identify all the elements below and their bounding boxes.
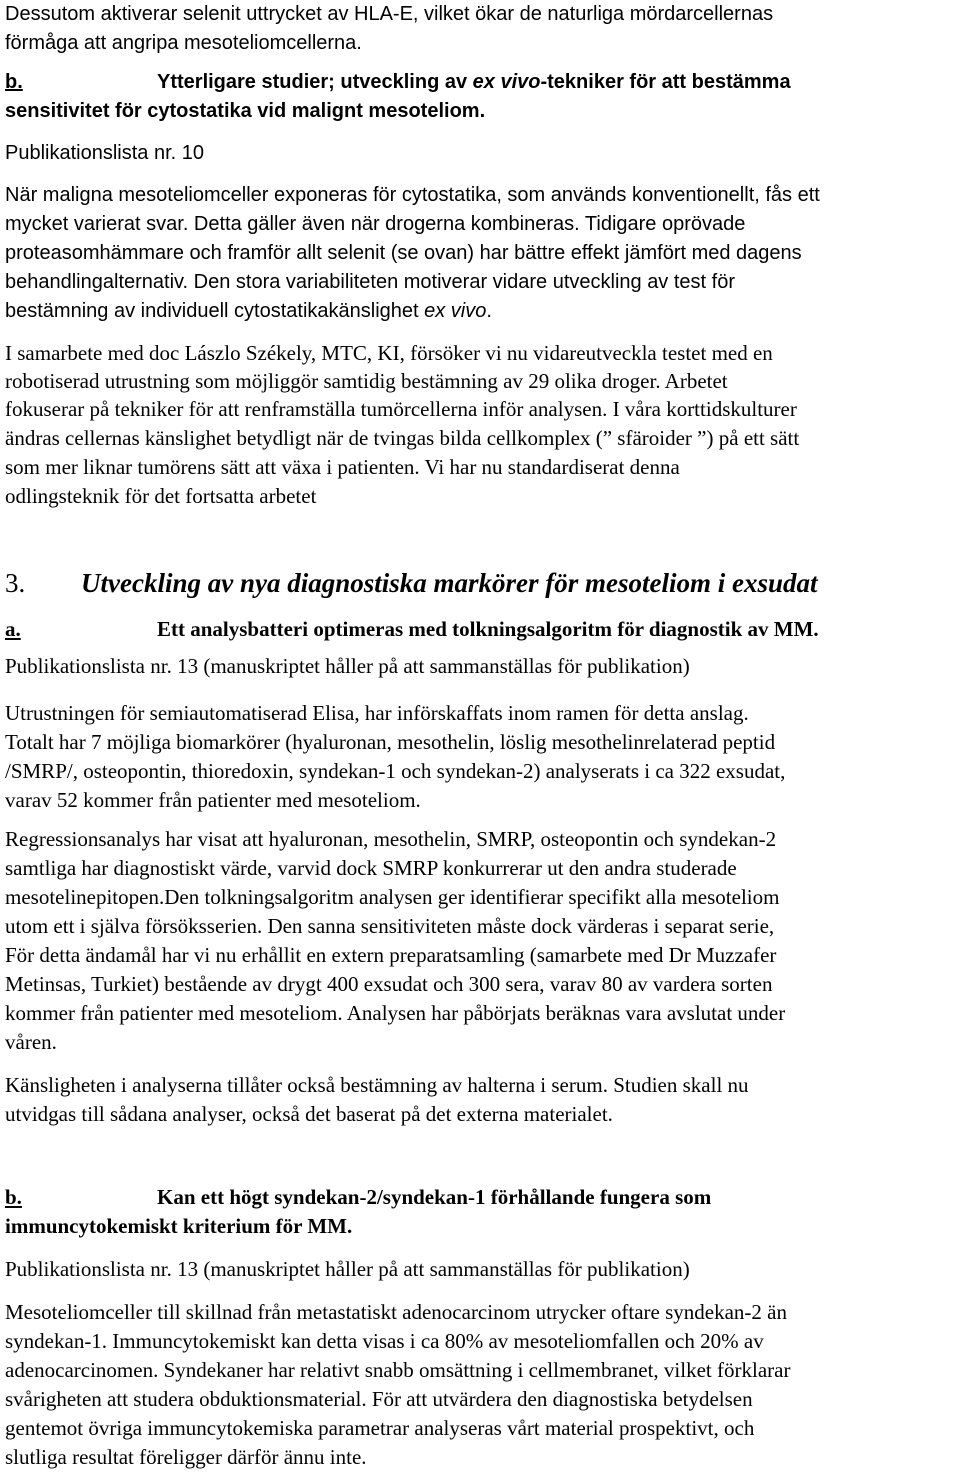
body-text-line: Metinsas, Turkiet) bestående av drygt 400 exsudat och 300 sera, varav 80 av vardera sorten	[5, 972, 773, 996]
section-title: Utveckling av nya diagnostiska markörer för mesoteliom i exsudat	[81, 568, 818, 598]
body-text-line: mycket varierat svar. Detta gäller även när drogerna kombineras. Tidigare oprövade	[5, 213, 746, 235]
body-text-line: slutliga resultat föreligger därför ännu inte.	[5, 1445, 367, 1469]
body-text-line: svårigheten att studera obduktionsmaterial. För att utvärdera den diagnostiska betydelsen	[5, 1387, 753, 1411]
subsection-title: Ett analysbatteri optimeras med tolkningsalgoritm för diagnostik av MM.	[157, 617, 819, 641]
body-text-line: Totalt har 7 möjliga biomarkörer (hyaluronan, mesothelin, löslig mesothelinrelaterad peptid	[5, 730, 776, 754]
body-text-line: /SMRP/, osteopontin, thioredoxin, syndekan-1 och syndekan-2) analyserats i ca 322 exsudat,	[5, 759, 786, 783]
body-text-line: våren.	[5, 1030, 57, 1054]
body-text-line: kommer från patienter med mesoteliom. Analysen har påbörjats beräknas vara avslutat under	[5, 1001, 786, 1025]
body-text-line: Känsligheten i analyserna tillåter också bestämning av halterna i serum. Studien skall nu	[5, 1073, 749, 1097]
subsection-marker: b.	[5, 71, 23, 93]
subsection-title-line: Ytterligare studier; utveckling av ex vivo-tekniker för att bestämma	[157, 71, 791, 93]
body-text-line: gentemot övriga immuncytokemiska parametrar analyseras vårt material prospektivt, och	[5, 1416, 755, 1440]
subsection-title-line: Kan ett högt syndekan-2/syndekan-1 förhållande fungera som	[157, 1185, 712, 1209]
body-text-line: bestämning av individuell cytostatikakänslighet ex vivo.	[5, 300, 492, 322]
body-text-line: förmåga att angripa mesoteliomcellerna.	[5, 32, 362, 54]
body-text-line: robotiserad utrustning som möjliggör samtidig bestämning av 29 olika droger. Arbetet	[5, 369, 728, 393]
publication-reference: Publikationslista nr. 13 (manuskriptet håller på att sammanställas för publikation)	[5, 1257, 690, 1281]
body-text-line: utom ett i själva försöksserien. Den sanna sensitiviteten måste dock värderas i separat serie,	[5, 914, 775, 938]
body-text-line: När maligna mesoteliomceller exponeras för cytostatika, som används konventionellt, fås ett	[5, 184, 820, 206]
publication-reference: Publikationslista nr. 13 (manuskriptet håller på att sammanställas för publikation)	[5, 654, 690, 678]
body-text-line: ändras cellernas känslighet betydligt när de tvingas bilda cellkomplex (” sfäroider ”) på ett sätt	[5, 426, 800, 450]
body-text-line: adenocarcinomen. Syndekaner har relativt snabb omsättning i cellmembranet, vilket förklarar	[5, 1358, 791, 1382]
body-text-line: som mer liknar tumörens sätt att växa i patienten. Vi har nu standardiserat denna	[5, 455, 680, 479]
body-text-line: Mesoteliomceller till skillnad från metastatiskt adenocarcinom utrycker oftare syndekan-2 än	[5, 1300, 787, 1324]
body-text-line: behandlingalternativ. Den stora variabiliteten motiverar vidare utveckling av test för	[5, 271, 735, 293]
body-text-line: odlingsteknik för det fortsatta arbetet	[5, 484, 317, 508]
body-text-line: syndekan-1. Immuncytokemiskt kan detta visas i ca 80% av mesoteliomfallen och 20% av	[5, 1329, 764, 1353]
body-text-line: proteasomhämmare och framför allt selenit (se ovan) har bättre effekt jämfört med dagens	[5, 242, 802, 264]
body-text-line: utvidgas till sådana analyser, också det baserat på det externa materialet.	[5, 1102, 613, 1126]
body-text-line: I samarbete med doc Lászlo Székely, MTC, KI, försöker vi nu vidareutveckla testet med en	[5, 341, 773, 365]
body-text-line: fokuserar på tekniker för att renframställa tumörcellerna inför analysen. I våra korttidskulturer	[5, 397, 797, 421]
body-text-line: Regressionsanalys har visat att hyaluronan, mesothelin, SMRP, osteopontin och syndekan-2	[5, 827, 777, 851]
body-text-line: samtliga har diagnostiskt värde, varvid dock SMRP konkurrerar ut den andra studerade	[5, 856, 737, 880]
subsection-marker: b.	[5, 1185, 22, 1209]
publication-reference: Publikationslista nr. 10	[5, 142, 205, 164]
body-text-line: För detta ändamål har vi nu erhållit en extern preparatsamling (samarbete med Dr Muzzafer	[5, 943, 777, 967]
body-text-line: Utrustningen för semiautomatiserad Elisa, har införskaffats inom ramen för detta anslag.	[5, 701, 749, 725]
subsection-marker: a.	[5, 617, 21, 641]
body-text-line: mesotelinepitopen.Den tolkningsalgoritm analysen ger identifierar specifikt alla mesoteliom	[5, 885, 780, 909]
subsection-title-line: sensitivitet för cytostatika vid malignt mesoteliom.	[5, 100, 486, 122]
subsection-title-line: immuncytokemiskt kriterium för MM.	[5, 1214, 353, 1238]
body-text-line: Dessutom aktiverar selenit uttrycket av HLA-E, vilket ökar de naturliga mördarcellernas	[5, 3, 774, 25]
body-text-line: varav 52 kommer från patienter med mesoteliom.	[5, 788, 421, 812]
section-number: 3.	[5, 568, 26, 598]
